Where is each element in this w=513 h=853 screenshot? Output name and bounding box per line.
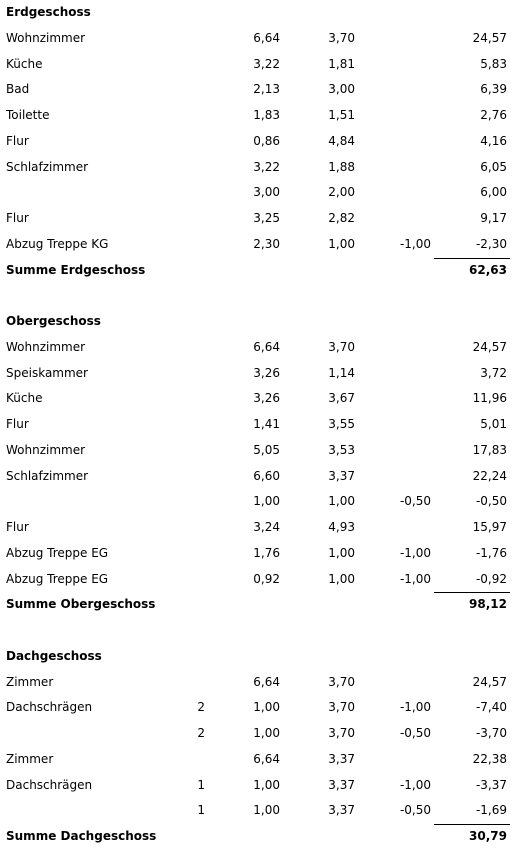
width-value: 4,93 (328, 520, 355, 534)
area-value: 22,38 (472, 751, 507, 766)
length-value: 1,00 (253, 494, 280, 509)
table-row (0, 154, 513, 180)
table-row (0, 463, 513, 489)
width-value: 1,51 (328, 108, 355, 122)
section-heading (0, 643, 513, 669)
area-value: 9,17 (480, 211, 507, 225)
sum-value: 30,79 (469, 829, 507, 843)
room-label: Flur (6, 133, 29, 148)
table-row (0, 694, 513, 720)
length-value: 6,60 (253, 468, 280, 483)
width-value: 1,00 (328, 494, 355, 509)
area-value: 17,83 (472, 442, 507, 457)
table-row (0, 360, 513, 386)
width-value: 3,37 (328, 468, 355, 483)
section-title: Erdgeschoss (6, 5, 91, 19)
factor-value: -1,00 (399, 777, 431, 792)
factor-value: -0,50 (399, 803, 431, 818)
table-row (0, 797, 513, 823)
length-value: 0,92 (253, 571, 280, 586)
sum-row (0, 257, 513, 283)
table-row (0, 566, 513, 592)
area-value: 6,39 (480, 82, 507, 97)
length-value: 6,64 (253, 751, 280, 766)
count-value: 2 (197, 700, 205, 715)
area-value: 6,00 (480, 185, 507, 200)
section-title: Dachgeschoss (6, 648, 102, 663)
table-row (0, 540, 513, 566)
width-value: 3,70 (328, 674, 355, 689)
table-row (0, 437, 513, 463)
width-value: 3,37 (328, 803, 355, 818)
table-row (0, 51, 513, 77)
width-value: 3,37 (328, 777, 355, 792)
sum-label: Summe Dachgeschoss (6, 829, 157, 843)
room-label: Abzug Treppe EG (6, 571, 109, 586)
length-value: 0,86 (253, 133, 280, 148)
section-heading (0, 0, 513, 25)
area-value: 3,72 (480, 365, 507, 380)
length-value: 3,00 (253, 185, 280, 200)
area-value: -3,37 (475, 777, 507, 792)
length-value: 1,76 (253, 545, 280, 560)
room-label: Küche (6, 391, 43, 406)
section-title: Obergeschoss (6, 314, 101, 328)
sum-row (0, 823, 513, 849)
width-value: 3,70 (328, 726, 355, 740)
area-value: 5,83 (480, 56, 507, 71)
width-value: 3,70 (328, 700, 355, 715)
table-row (0, 128, 513, 154)
room-label: Flur (6, 520, 29, 534)
length-value: 3,26 (253, 391, 280, 406)
area-value: -3,70 (475, 726, 507, 740)
length-value: 1,00 (253, 700, 280, 715)
count-value: 1 (197, 803, 205, 818)
length-value: 6,64 (253, 339, 280, 354)
length-value: 2,13 (253, 82, 280, 97)
room-label: Dachschrägen (6, 700, 93, 715)
width-value: 3,70 (328, 30, 355, 45)
area-value: 4,16 (480, 133, 507, 148)
room-label: Bad (6, 82, 30, 97)
area-value: 6,05 (480, 159, 507, 174)
table-row (0, 772, 513, 798)
width-value: 1,14 (328, 365, 355, 380)
factor-value: -0,50 (399, 726, 431, 740)
table-row (0, 25, 513, 51)
room-label: Zimmer (6, 751, 54, 766)
factor-value: -0,50 (399, 494, 431, 509)
area-value: -2,30 (475, 236, 507, 251)
area-value: -0,92 (475, 571, 507, 586)
width-value: 3,37 (328, 751, 355, 766)
room-label: Abzug Treppe KG (6, 236, 109, 251)
room-label: Schlafzimmer (6, 159, 89, 174)
width-value: 3,67 (328, 391, 355, 406)
table-row (0, 179, 513, 205)
table-row (0, 205, 513, 231)
length-value: 5,05 (253, 442, 280, 457)
length-value: 6,64 (253, 30, 280, 45)
sum-label: Summe Erdgeschoss (6, 262, 146, 277)
room-label: Zimmer (6, 674, 54, 689)
width-value: 3,53 (328, 442, 355, 457)
factor-value: -1,00 (399, 571, 431, 586)
length-value: 2,30 (253, 236, 280, 251)
room-label: Speiskammer (6, 365, 88, 380)
room-label: Abzug Treppe EG (6, 545, 109, 560)
length-value: 3,25 (253, 211, 280, 225)
area-value: 24,57 (472, 674, 507, 689)
sum-value: 62,63 (469, 262, 507, 277)
table-row (0, 76, 513, 102)
table-row (0, 720, 513, 746)
length-value: 1,00 (253, 777, 280, 792)
room-label: Wohnzimmer (6, 30, 86, 45)
area-value: -1,76 (475, 545, 507, 560)
factor-value: -1,00 (399, 236, 431, 251)
section-heading (0, 308, 513, 334)
table-row (0, 746, 513, 772)
length-value: 3,22 (253, 159, 280, 174)
width-value: 1,00 (328, 545, 355, 560)
table-row (0, 102, 513, 128)
length-value: 6,64 (253, 674, 280, 689)
width-value: 3,70 (328, 339, 355, 354)
area-value: 15,97 (472, 520, 507, 534)
count-value: 2 (197, 726, 205, 740)
room-label: Wohnzimmer (6, 442, 86, 457)
length-value: 3,26 (253, 365, 280, 380)
area-value: -0,50 (475, 494, 507, 509)
width-value: 1,00 (328, 236, 355, 251)
length-value: 1,00 (253, 726, 280, 740)
room-label: Toilette (6, 108, 50, 122)
width-value: 1,88 (328, 159, 355, 174)
area-value: 24,57 (472, 30, 507, 45)
width-value: 4,84 (328, 133, 355, 148)
sum-value: 98,12 (469, 597, 507, 612)
room-label: Flur (6, 211, 29, 225)
table-row (0, 231, 513, 257)
area-value: -7,40 (475, 700, 507, 715)
table-row (0, 669, 513, 695)
table-row (0, 385, 513, 411)
room-label: Dachschrägen (6, 777, 93, 792)
area-value: 24,57 (472, 339, 507, 354)
width-value: 3,55 (328, 417, 355, 431)
width-value: 2,00 (328, 185, 355, 200)
length-value: 1,83 (253, 108, 280, 122)
factor-value: -1,00 (399, 700, 431, 715)
width-value: 3,00 (328, 82, 355, 97)
length-value: 3,22 (253, 56, 280, 71)
width-value: 2,82 (328, 211, 355, 225)
width-value: 1,81 (328, 56, 355, 71)
factor-value: -1,00 (399, 545, 431, 560)
room-label: Küche (6, 56, 43, 71)
length-value: 1,00 (253, 803, 280, 818)
area-value: 2,76 (480, 108, 507, 122)
length-value: 3,24 (253, 520, 280, 534)
area-value: -1,69 (475, 803, 507, 818)
length-value: 1,41 (253, 417, 280, 431)
count-value: 1 (197, 777, 205, 792)
area-value: 11,96 (472, 391, 507, 406)
table-row (0, 411, 513, 437)
room-label: Wohnzimmer (6, 339, 86, 354)
table-row (0, 514, 513, 540)
sum-label: Summe Obergeschoss (6, 597, 156, 612)
area-value: 5,01 (480, 417, 507, 431)
room-label: Schlafzimmer (6, 468, 89, 483)
table-row (0, 334, 513, 360)
room-label: Flur (6, 417, 29, 431)
width-value: 1,00 (328, 571, 355, 586)
area-value: 22,24 (472, 468, 507, 483)
table-row (0, 488, 513, 514)
sum-row (0, 591, 513, 617)
